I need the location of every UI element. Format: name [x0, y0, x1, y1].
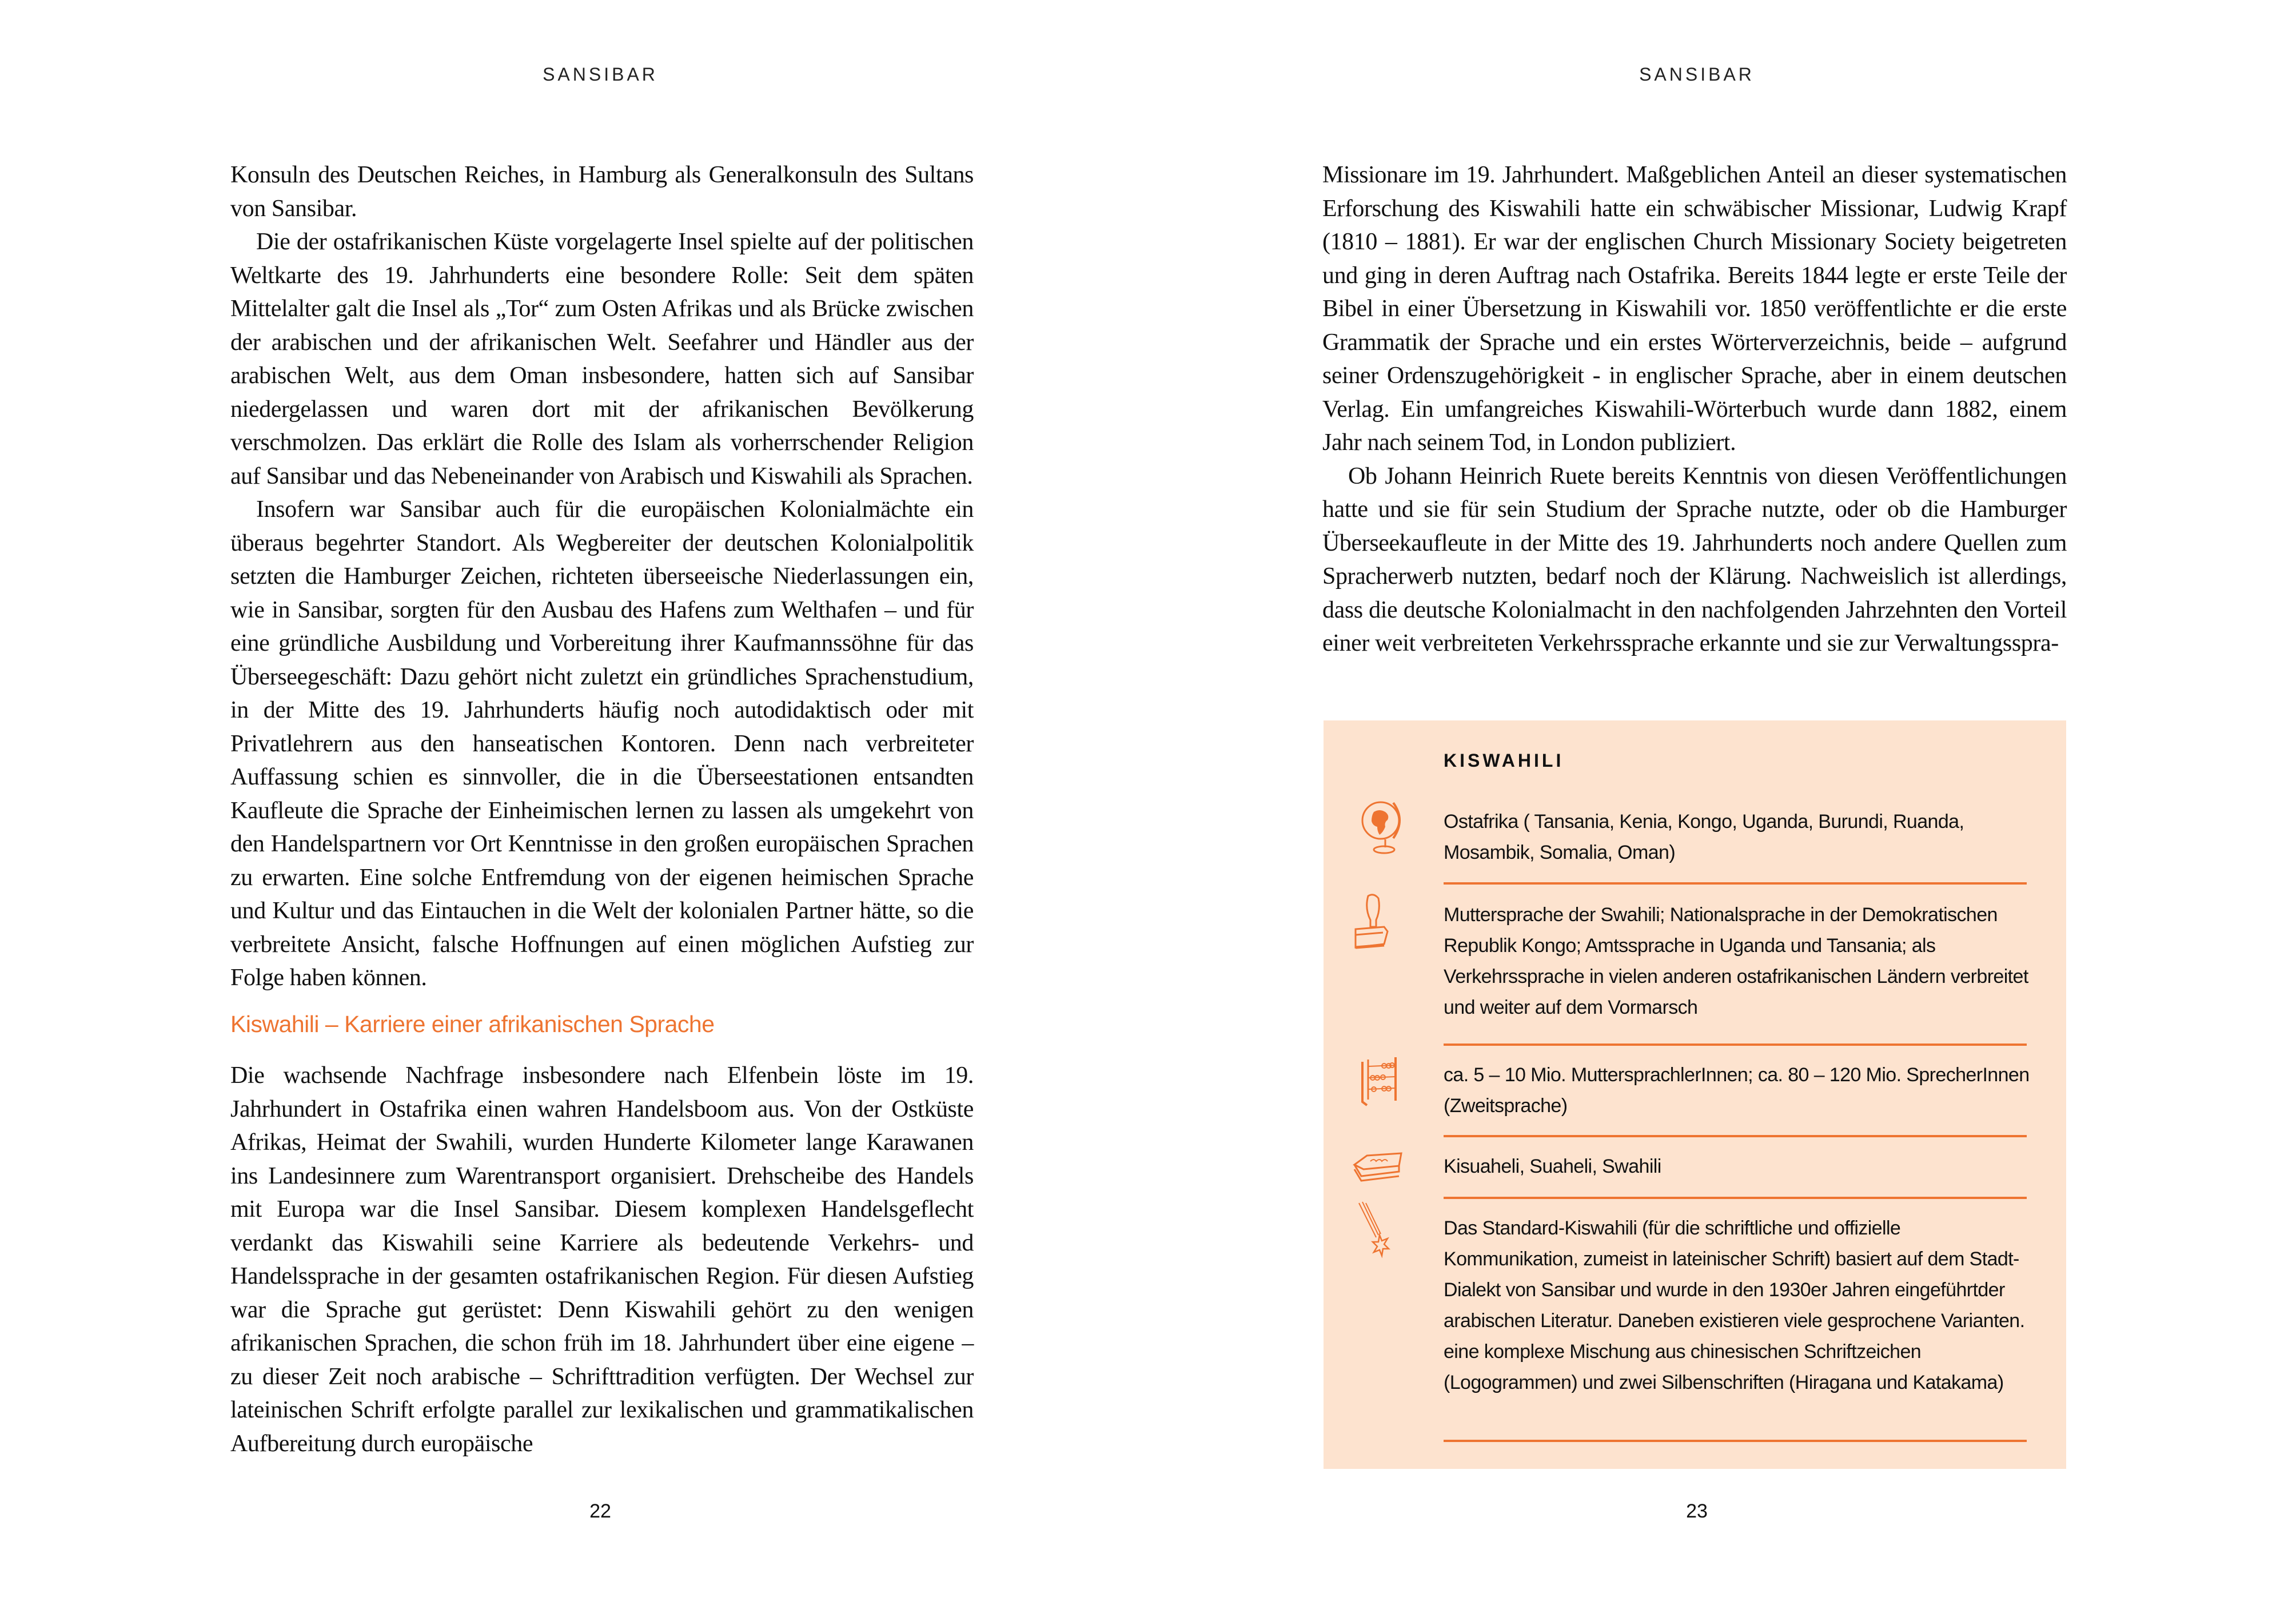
paragraph: Insofern war Sansibar auch für die europäischen Kolonialmächte ein überaus begehrter Standort. Als Wegbereiter der deutschen Kolonialpolitik setzten die Hamburger Zeichen, richteten überseeische Niederlassungen ein, wie in Sansibar, sorgten für den Ausbau des Hafens zum Welthafen – und für eine gründliche Ausbildung und Vorbereitung ihrer Kaufmannssöhne für das Überseegeschäft: Dazu gehört nicht zuletzt ein gründliches Sprachenstudium, in der Mitte des 19. Jahrhunderts häufig noch autodidaktisch oder mit Privatlehrern aus den hanseatischen Kontoren. Denn nach verbreiteter Auffassung schien es sinnvoller, die in die Überseestationen entsandten Kaufleute die Sprache der Einheimischen lernen zu lassen als umgekehrt von den Handelspartnern vor Ort Kenntnisse in den großen europäischen Sprachen zu erwarten. Eine solche Entfremdung von der eigenen heimischen Sprache und Kultur und das Eintauchen in die Welt der kolonialen Partner hätte, so die verbreitete Ansicht, falsche Hoffnungen auf einen möglichen Aufstieg zur Folge haben können.	[230, 496, 974, 991]
running-head: SANSIBAR	[1639, 64, 1755, 85]
infobox-title: KISWAHILI	[1444, 750, 1564, 771]
name-cards-icon	[1351, 1142, 1414, 1205]
divider	[1444, 1440, 2027, 1442]
infobox-row-text: Kisuaheli, Suaheli, Swahili	[1444, 1156, 1661, 1177]
infobox-row-text: Das Standard-Kiswahili (für die schriftliche und offizielle Kommunikation, zumeist in lateinischer Schrift) basiert auf dem Stadt-Dialekt von Sansibar und wurde in den 1930er Jahren eingeführtder arabischen Literatur. Daneben existieren viele gesprochene Varianten. eine komplexe Mischung aus chinesischen Schriftzeichen (Logogrammen) und zwei Silbenschriften (Hiragana und Katakama)	[1444, 1217, 2025, 1393]
right-page	[1148, 0, 2296, 1621]
paragraph: Ob Johann Heinrich Ruete bereits Kenntnis von diesen Veröffentlichungen hatte und sie für sein Studium der Sprache nutzte, oder ob die Hamburger Überseekaufleute in der Mitte des 19. Jahrhunderts noch andere Quellen zum Spracherwerb nutzten, bedarf noch der Klärung. Nachweislich ist allerdings, dass die deutsche Kolonialmacht in den nachfolgenden Jahrzehnten den Vorteil einer weit verbreiteten Verkehrssprache erkannte und sie zur Verwaltungsspra-	[1322, 463, 2067, 656]
running-head: SANSIBAR	[543, 64, 658, 85]
section-heading: Kiswahili – Karriere einer afrikanischen Sprache	[230, 1011, 715, 1037]
paragraph: Die der ostafrikanischen Küste vorgelagerte Insel spielte auf der politischen Weltkarte des 19. Jahrhunderts eine besondere Rolle: Seit dem späten Mittelalter galt die Insel als „Tor“ zum Osten Afrikas und als Brücke zwischen der arabischen und der afrikanischen Welt. Seefahrer und Händler aus der arabischen Welt, aus dem Oman insbesondere, hatten sich auf Sansibar niedergelassen und waren dort mit der afrikanischen Bevölkerung verschmolzen. Das erklärt die Rolle des Islam als vorherrschender Religion auf Sansibar und das Nebeneinander von Arabisch und Kiswahili als Sprachen.	[230, 229, 974, 489]
infobox-row-text: Ostafrika ( Tansania, Kenia, Kongo, Uganda, Burundi, Ruanda, Mosambik, Somalia, Oman)	[1444, 811, 1964, 863]
page-number: 22	[589, 1500, 611, 1522]
kiswahili-infobox	[1324, 720, 2066, 1469]
infobox-row-text: ca. 5 – 10 Mio. MuttersprachlerInnen; ca. 80 – 120 Mio. SprecherInnen (Zweitsprache)	[1444, 1064, 2030, 1117]
stamp-icon	[1351, 894, 1414, 957]
body-text	[1322, 158, 2067, 660]
body-text-top	[230, 158, 974, 995]
paragraph: Konsuln des Deutschen Reiches, in Hamburg als Generalkonsuln des Sultans von Sansibar.	[230, 162, 974, 222]
infobox-row-writing	[1324, 1197, 2066, 1448]
abacus-icon	[1351, 1054, 1414, 1117]
infobox-row-status	[1324, 882, 2066, 1071]
body-text-section	[230, 1059, 974, 1460]
shooting-star-icon	[1351, 1200, 1414, 1262]
paragraph: Missionare im 19. Jahrhundert. Maßgeblichen Anteil an dieser systematischen Erforschung des Kiswahili hatte ein schwäbischer Missionar, Ludwig Krapf (1810 – 1881). Er war der englischen Church Missionary Society beigetreten und ging in deren Auftrag nach Ostafrika. Bereits 1844 legte er erste Teile der Bibel in einer Übersetzung in Kiswahili vor. 1850 veröffentlichte er die erste Grammatik der Sprache und ein erstes Wörterverzeichnis, beide – aufgrund seiner Ordenszugehörigkeit - in englischer Sprache, aber in einem deutschen Verlag. Ein umfangreiches Kiswahili-Wörterbuch wurde dann 1882, einem Jahr nach seinem Tod, in London publiziert.	[1322, 162, 2067, 456]
globe-icon	[1351, 795, 1414, 858]
page-number: 23	[1686, 1500, 1708, 1522]
infobox-row-text: Muttersprache der Swahili; Nationalsprache in der Demokratischen Republik Kongo; Amtssprache in Uganda und Tansania; als Verkehrssprache in vielen anderen ostafrikanischen Ländern verbreitet und weiter auf dem Vormarsch	[1444, 904, 2028, 1018]
paragraph: Die wachsende Nachfrage insbesondere nach Elfenbein löste im 19. Jahrhundert in Ostafrika einen wahren Handelsboom aus. Von der Ostküste Afrikas, Heimat der Swahili, wurden Hunderte Kilometer lange Karawanen ins Landesinnere zum Warentransport organisiert. Drehscheibe des Handels mit Europa war die Insel Sansibar. Diesem komplexen Handelsgeflecht verdankt das Kiswahili seine Karriere als bedeutende Verkehrs- und Handelssprache in der gesamten ostafrikanischen Region. Für diesen Aufstieg war die Sprache gut gerüstet: Denn Kiswahili gehört zu den wenigen afrikanischen Sprachen, die schon früh im 18. Jahrhundert über eine eigene – zu dieser Zeit noch arabische – Schrifttradition verfügten. Der Wechsel zur lateinischen Schrift erfolgte parallel zur lexikalischen und grammatikalischen Aufbereitung durch europäische	[230, 1062, 974, 1457]
infobox-row-names	[1324, 1135, 2066, 1198]
